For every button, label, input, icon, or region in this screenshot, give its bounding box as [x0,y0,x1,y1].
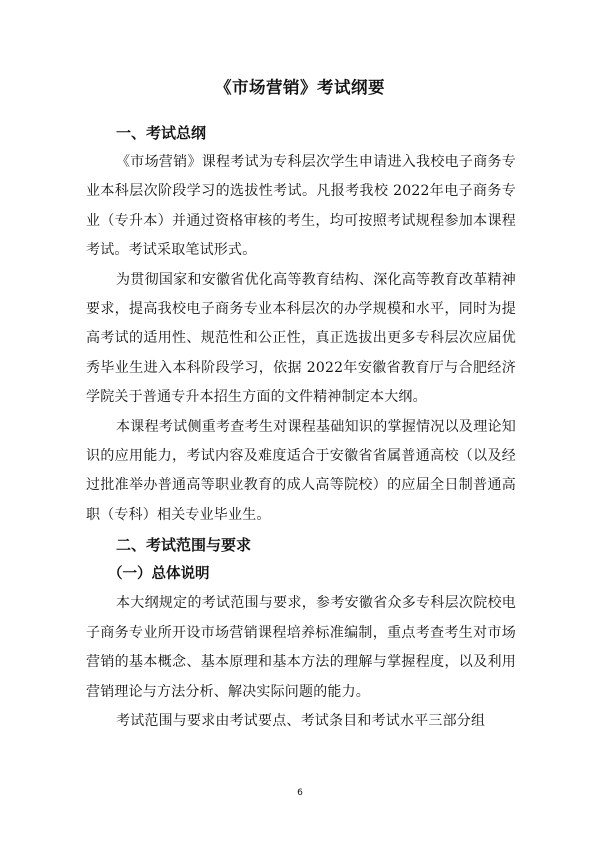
subsection-heading-overview: （一）总体说明 [108,566,210,583]
paragraph-focus: 本课程考试侧重考查考生对课程基础知识的掌握情况以及理论知识的应用能力，考试内容及难度适合于安徽省省属普通高校（以及经过批准举办普通高等职业教育的成人高等院校）的应届全日制普通高职（专科）相关专业毕业生。 [86,418,516,523]
document-title: 《市场营销》考试纲要 [215,78,385,97]
document-body [86,118,516,736]
paragraph-scope: 本大纲规定的考试范围与要求，参考安徽省众多专科层次院校电子商务专业所开设市场营销课程培养标准编制，重点考查考生对市场营销的基本概念、基本原理和基本方法的理解与掌握程度，以及利用营销理论与方法分析、解决实际问题的能力。 [86,595,516,700]
paragraph-purpose: 为贯彻国家和安徽省优化高等教育结构、深化高等教育改革精神要求，提高我校电子商务专业本科层次的办学规模和水平，同时为提高考试的适用性、规范性和公正性，真正选拔出更多专科层次应届优秀毕业生进入本科阶段学习，依据 2022年安徽省教育厅与合肥经济学院关于普通专升本招生方面的文件精神制定本大纲。 [86,271,516,406]
paragraph-exam-overview: 《市场营销》课程考试为专科层次学生申请进入我校电子商务专业本科层次阶段学习的选拔性考试。凡报考我校 2022年电子商务专业（专升本）并通过资格审核的考生，均可按照考试规程参加本课程考试。考试采取笔试形式。 [86,154,516,259]
section-heading-general: 一、考试总纲 [116,124,207,142]
section-heading-scope: 二、考试范围与要求 [116,536,252,555]
page-number: 6 [297,788,303,798]
paragraph-structure: 考试范围与要求由考试要点、考试条目和考试水平三部分组 [116,712,486,729]
